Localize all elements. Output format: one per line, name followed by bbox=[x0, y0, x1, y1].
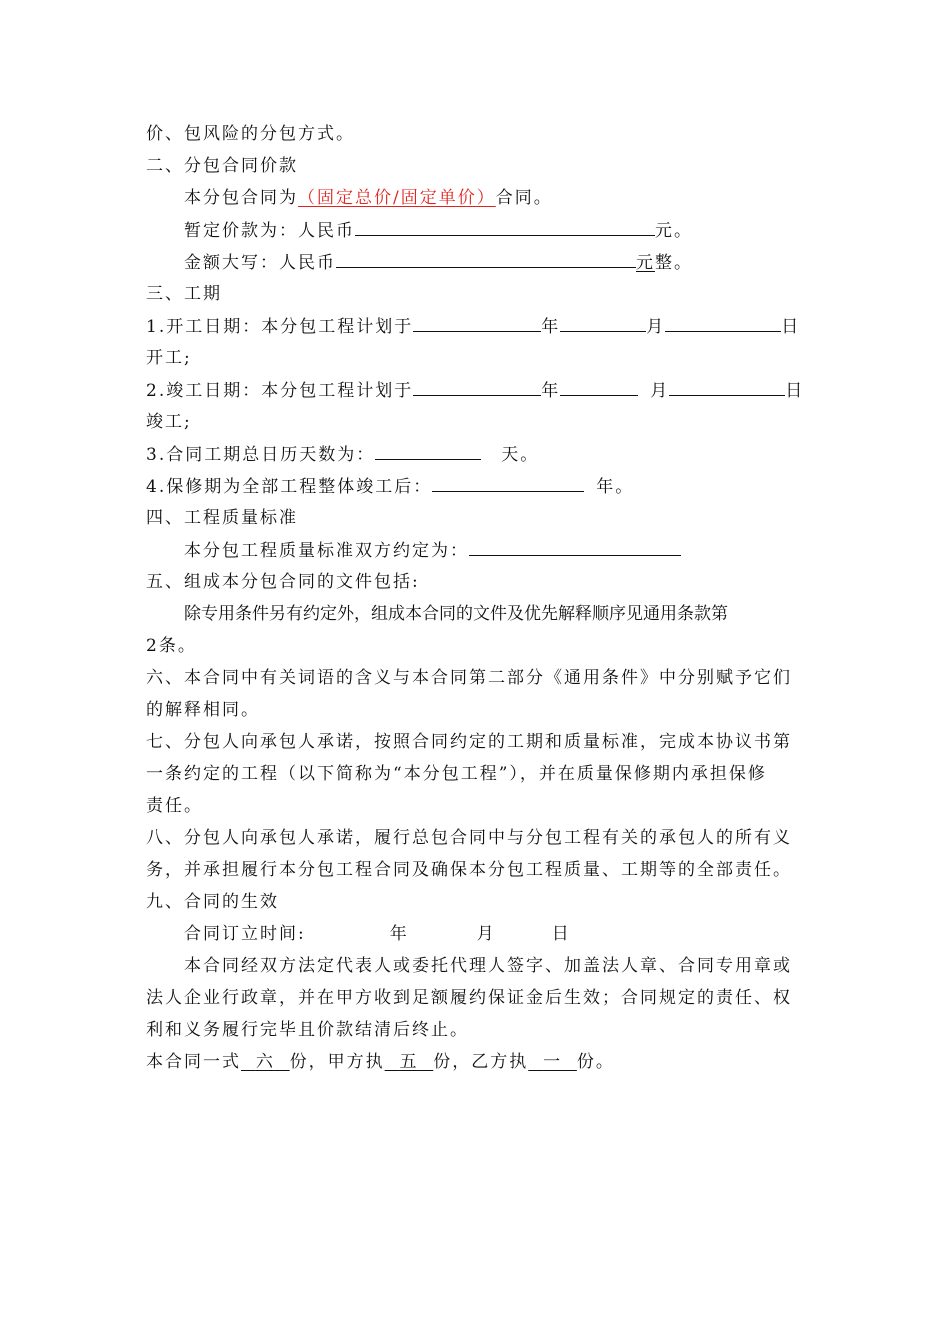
label-text: 3.合同工期总日历天数为： bbox=[146, 445, 376, 465]
duration-line bbox=[146, 442, 539, 466]
label-text: 年 bbox=[541, 381, 561, 401]
signing-date-line bbox=[184, 922, 571, 946]
label-text: 份，乙方执 bbox=[433, 1052, 529, 1072]
text-line bbox=[146, 826, 792, 850]
label-text: 月 bbox=[476, 924, 496, 944]
heading-text: 四、工程质量标准 bbox=[146, 508, 298, 528]
text-line bbox=[146, 346, 192, 370]
label-text: 1.开工日期：本分包工程计划于 bbox=[146, 317, 414, 337]
party-a-copies-value bbox=[385, 1052, 434, 1072]
paragraph-text: 务，并承担履行本分包工程合同及确保本分包工程质量、工期等的全部责任。 bbox=[146, 860, 792, 880]
label-text: 暂定价款为：人民币 bbox=[184, 221, 355, 241]
paragraph-text: 八、分包人向承包人承诺，履行总包合同中与分包工程有关的承包人的所有义 bbox=[146, 828, 792, 848]
contract-type-line bbox=[184, 186, 553, 210]
label-text: 金额大写：人民币 bbox=[184, 253, 336, 273]
label-text: 日 bbox=[781, 317, 801, 337]
provisional-price-line bbox=[184, 218, 693, 242]
label-text: 4.保修期为全部工程整体竣工后： bbox=[146, 477, 433, 497]
copies-number: 五 bbox=[399, 1052, 419, 1072]
heading-text: 二、分包合同价款 bbox=[146, 156, 298, 176]
label-text: 合同订立时间: bbox=[184, 924, 306, 944]
text-line bbox=[146, 794, 203, 818]
text-line bbox=[146, 986, 792, 1010]
section-heading-quality bbox=[146, 506, 298, 530]
warranty-blank[interactable] bbox=[432, 474, 584, 492]
completion-date-line bbox=[146, 378, 804, 402]
label-text: 日 bbox=[785, 381, 805, 401]
label-text: 年。 bbox=[596, 477, 635, 497]
label-text: 年 bbox=[389, 924, 409, 944]
copies-line bbox=[146, 1050, 615, 1074]
text-line bbox=[146, 698, 260, 722]
text-line bbox=[146, 666, 792, 690]
label-text: 年 bbox=[541, 317, 561, 337]
paragraph-text: 的解释相同。 bbox=[146, 700, 260, 720]
end-day-blank[interactable] bbox=[669, 378, 785, 396]
total-copies-value bbox=[241, 1052, 290, 1072]
paragraph-text: 价、包风险的分包方式。 bbox=[146, 124, 355, 144]
label-text: 元。 bbox=[655, 221, 693, 241]
unit-text: 元 bbox=[636, 253, 655, 273]
text-line bbox=[146, 1018, 469, 1042]
heading-text: 三、工期 bbox=[146, 284, 222, 304]
amount-words-line bbox=[184, 250, 693, 274]
label-text: 天。 bbox=[501, 445, 540, 465]
section-heading-price bbox=[146, 154, 298, 178]
copies-number: 六 bbox=[255, 1052, 275, 1072]
paragraph-text: 利和义务履行完毕且价款结清后终止。 bbox=[146, 1020, 469, 1040]
label-text: 份，甲方执 bbox=[289, 1052, 385, 1072]
start-day-blank[interactable] bbox=[665, 314, 781, 332]
section-heading-effect bbox=[146, 890, 279, 914]
text-line bbox=[146, 858, 792, 882]
end-month-blank[interactable] bbox=[560, 378, 638, 396]
paragraph-text: 2条。 bbox=[146, 636, 197, 656]
start-month-blank[interactable] bbox=[560, 314, 646, 332]
section-heading-schedule bbox=[146, 282, 222, 306]
quality-standard-line bbox=[184, 538, 681, 562]
paragraph-text: 七、分包人向承包人承诺，按照合同约定的工期和质量标准，完成本协议书第 bbox=[146, 732, 792, 752]
paragraph-text: 法人企业行政章，并在甲方收到足额履约保证金后生效；合同规定的责任、权 bbox=[146, 988, 792, 1008]
end-year-blank[interactable] bbox=[413, 378, 541, 396]
party-b-copies-value bbox=[528, 1052, 577, 1072]
label-text: 合同。 bbox=[495, 188, 553, 208]
label-text: 日 bbox=[551, 924, 571, 944]
duration-blank[interactable] bbox=[375, 442, 481, 460]
label-text: 整。 bbox=[655, 253, 693, 273]
heading-text: 五、组成本分包合同的文件包括: bbox=[146, 572, 420, 592]
label-text: 月 bbox=[650, 381, 670, 401]
text-line bbox=[184, 602, 804, 626]
text-line bbox=[146, 730, 792, 754]
paragraph-text: 责任。 bbox=[146, 796, 203, 816]
text-line bbox=[146, 122, 355, 146]
quality-blank[interactable] bbox=[469, 538, 681, 556]
copies-number: 一 bbox=[543, 1052, 563, 1072]
label-text: 月 bbox=[646, 317, 666, 337]
section-heading-documents bbox=[146, 570, 420, 594]
contract-type-value: （固定总价/固定单价） bbox=[298, 188, 496, 208]
heading-text: 九、合同的生效 bbox=[146, 892, 279, 912]
warranty-line bbox=[146, 474, 634, 498]
text-line bbox=[146, 762, 767, 786]
label-text: 份。 bbox=[576, 1052, 615, 1072]
label-text: 本分包工程质量标准双方约定为： bbox=[184, 541, 469, 561]
label-text: 本合同一式 bbox=[146, 1052, 241, 1072]
text-line bbox=[146, 634, 197, 658]
amount-words-blank[interactable] bbox=[336, 250, 636, 268]
label-text: 本分包合同为 bbox=[184, 188, 298, 208]
text-line bbox=[146, 410, 192, 434]
paragraph-text: 本合同经双方法定代表人或委托代理人签字、加盖法人章、合同专用章或 bbox=[184, 956, 792, 976]
paragraph-text: 一条约定的工程（以下简称为“本分包工程”），并在质量保修期内承担保修 bbox=[146, 764, 767, 784]
start-year-blank[interactable] bbox=[413, 314, 541, 332]
paragraph-text: 竣工; bbox=[146, 412, 192, 432]
paragraph-text: 六、本合同中有关词语的含义与本合同第二部分《通用条件》中分别赋予它们 bbox=[146, 668, 792, 688]
label-text: 2.竣工日期：本分包工程计划于 bbox=[146, 381, 414, 401]
paragraph-text: 开工; bbox=[146, 348, 192, 368]
text-line bbox=[184, 954, 792, 978]
start-date-line bbox=[146, 314, 800, 338]
paragraph-text: 除专用条件另有约定外，组成本合同的文件及优先解释顺序见通用条款第 bbox=[184, 604, 728, 624]
price-blank[interactable] bbox=[355, 218, 655, 236]
